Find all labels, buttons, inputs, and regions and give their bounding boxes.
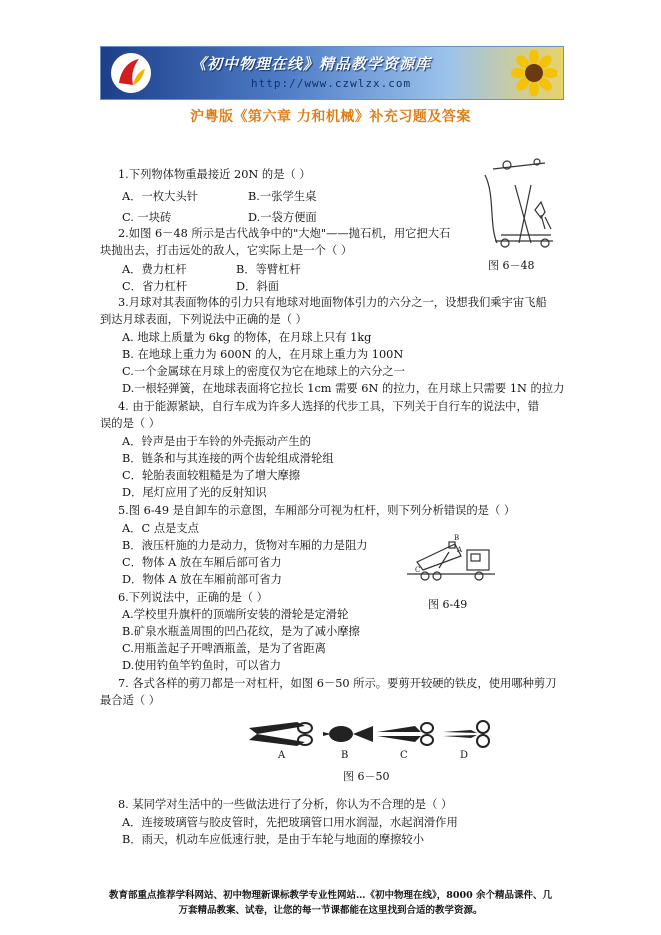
q6-stem: 6.下列说法中，正确的是（ ） xyxy=(118,591,268,604)
q3-option-a: A. 地球上质量为 6kg 的物体，在月球上只有 1kg xyxy=(122,331,372,344)
q6-option-d: D.使用钓鱼竿钓鱼时，可以省力 xyxy=(122,659,282,672)
q4-stem-1: 4. 由于能源紧缺，自行车成为许多人选择的代步工具，下列关于自行车的说法中，错 xyxy=(118,400,540,413)
scissors-label-d: D xyxy=(460,750,469,761)
q5-option-d: D．物体 A 放在车厢前部可省力 xyxy=(122,573,282,586)
q1-stem: 1.下列物体物重最接近 20N 的是（ ） xyxy=(118,168,311,181)
q3-option-c: C.一个金属球在月球上的密度仅为它在地球上的六分之一 xyxy=(122,365,405,378)
figure-6-49-caption: 图 6-49 xyxy=(428,598,468,611)
fig49-label-c: C xyxy=(415,566,421,574)
q2-stem-1: 2.如图 6－48 所示是古代战争中的"大炮"——抛石机，用它把大石 xyxy=(118,227,451,240)
q5-option-c: C．物体 A 放在车厢后部可省力 xyxy=(122,556,282,569)
q6-option-b: B.矿泉水瓶盖周围的凹凸花纹，是为了减小摩擦 xyxy=(122,625,360,638)
q5-stem: 5.图 6-49 是自卸车的示意图，车厢部分可视为杠杆，则下列分析错误的是（ ） xyxy=(118,504,516,517)
q4-stem-2: 误的是（ ） xyxy=(100,417,161,430)
figure-6-49-dump-truck xyxy=(405,530,497,588)
q1-option-c: C. 一块砖 xyxy=(122,211,172,224)
site-logo xyxy=(109,51,153,95)
q7-stem-1: 7. 各式各样的剪刀都是一对杠杆，如图 6－50 所示。要剪开较硬的铁皮，使用哪种剪刀 xyxy=(118,677,557,690)
fig49-label-b: B xyxy=(454,534,460,542)
scissors-label-b: B xyxy=(341,750,349,761)
q2-option-a: A．费力杠杆 xyxy=(122,263,187,276)
q8-option-a: A．连接玻璃管与胶皮管时，先把玻璃管口用水润湿，水起润滑作用 xyxy=(122,816,458,829)
footer-line-2: 万套精品教案、试卷，让您的每一节课都能在这里找到合适的教学资源。 xyxy=(178,905,483,916)
figure-6-48-caption: 图 6－48 xyxy=(488,259,535,272)
document-title: 沪粤版《第六章 力和机械》补充习题及答案 xyxy=(190,109,471,125)
banner-url[interactable]: http://www.czwlzx.com xyxy=(251,77,412,90)
scissors-label-a: A xyxy=(278,750,286,761)
q1-option-a: A．一枚大头针 xyxy=(122,190,198,203)
banner-title: 《初中物理在线》精品教学资源库 xyxy=(191,55,432,73)
q3-option-d: D.一根轻弹簧，在地球表面将它拉长 1cm 需要 6N 的拉力，在月球上只需要 1N 的拉力 xyxy=(122,382,565,395)
q2-stem-2: 块抛出去，打击远处的敌人，它实际上是一个（ ） xyxy=(100,244,353,257)
q3-option-b: B. 在地球上重力为 600N 的人，在月球上重力为 100N xyxy=(122,348,404,361)
q4-option-b: B．链条和与其连接的两个齿轮组成滑轮组 xyxy=(122,452,334,465)
q2-option-b: B．等臂杠杆 xyxy=(236,263,301,276)
q2-option-d: D．斜面 xyxy=(236,280,279,293)
fig49-label-a: A xyxy=(457,546,463,554)
q1-option-b: B.一张学生桌 xyxy=(248,190,317,203)
page-footer xyxy=(0,888,661,918)
footer-line-1: 教育部重点推荐学科网站、初中物理新课标教学专业性网站…《初中物理在线》，8000 余个精品课件、几 xyxy=(109,890,552,901)
figure-6-50-scissors xyxy=(245,710,500,762)
q2-option-c: C．省力杠杆 xyxy=(122,280,188,293)
q5-option-a: A．C 点是支点 xyxy=(122,522,199,535)
q3-stem-1: 3.月球对其表面物体的引力只有地球对地面物体引力的六分之一，设想我们乘宇宙飞船 xyxy=(118,296,547,309)
q6-option-c: C.用瓶盖起子开啤酒瓶盖，是为了省距离 xyxy=(122,642,326,655)
scissors-label-c: C xyxy=(400,750,408,761)
q8-stem: 8. 某同学对生活中的一些做法进行了分析，你认为不合理的是（ ） xyxy=(118,798,453,811)
q3-stem-2: 到达月球表面，下列说法中正确的是（ ） xyxy=(100,313,307,326)
q5-option-b: B．液压杆施的力是动力，货物对车厢的力是阻力 xyxy=(122,539,368,552)
figure-6-48-catapult xyxy=(475,155,560,250)
q4-option-d: D．尾灯应用了光的反射知识 xyxy=(122,486,267,499)
header-banner xyxy=(100,46,564,100)
q4-option-c: C．轮胎表面较粗糙是为了增大摩擦 xyxy=(122,469,301,482)
sunflower-image xyxy=(511,50,557,96)
q8-option-b: B．雨天，机动车应低速行驶，是由于车轮与地面的摩擦较小 xyxy=(122,833,425,846)
q6-option-a: A.学校里升旗杆的顶端所安装的滑轮是定滑轮 xyxy=(122,608,349,621)
q1-option-d: D.一袋方便面 xyxy=(248,211,317,224)
figure-6-50-caption: 图 6－50 xyxy=(343,770,390,783)
q4-option-a: A．铃声是由于车铃的外壳振动产生的 xyxy=(122,435,311,448)
q7-stem-2: 最合适（ ） xyxy=(100,694,161,707)
